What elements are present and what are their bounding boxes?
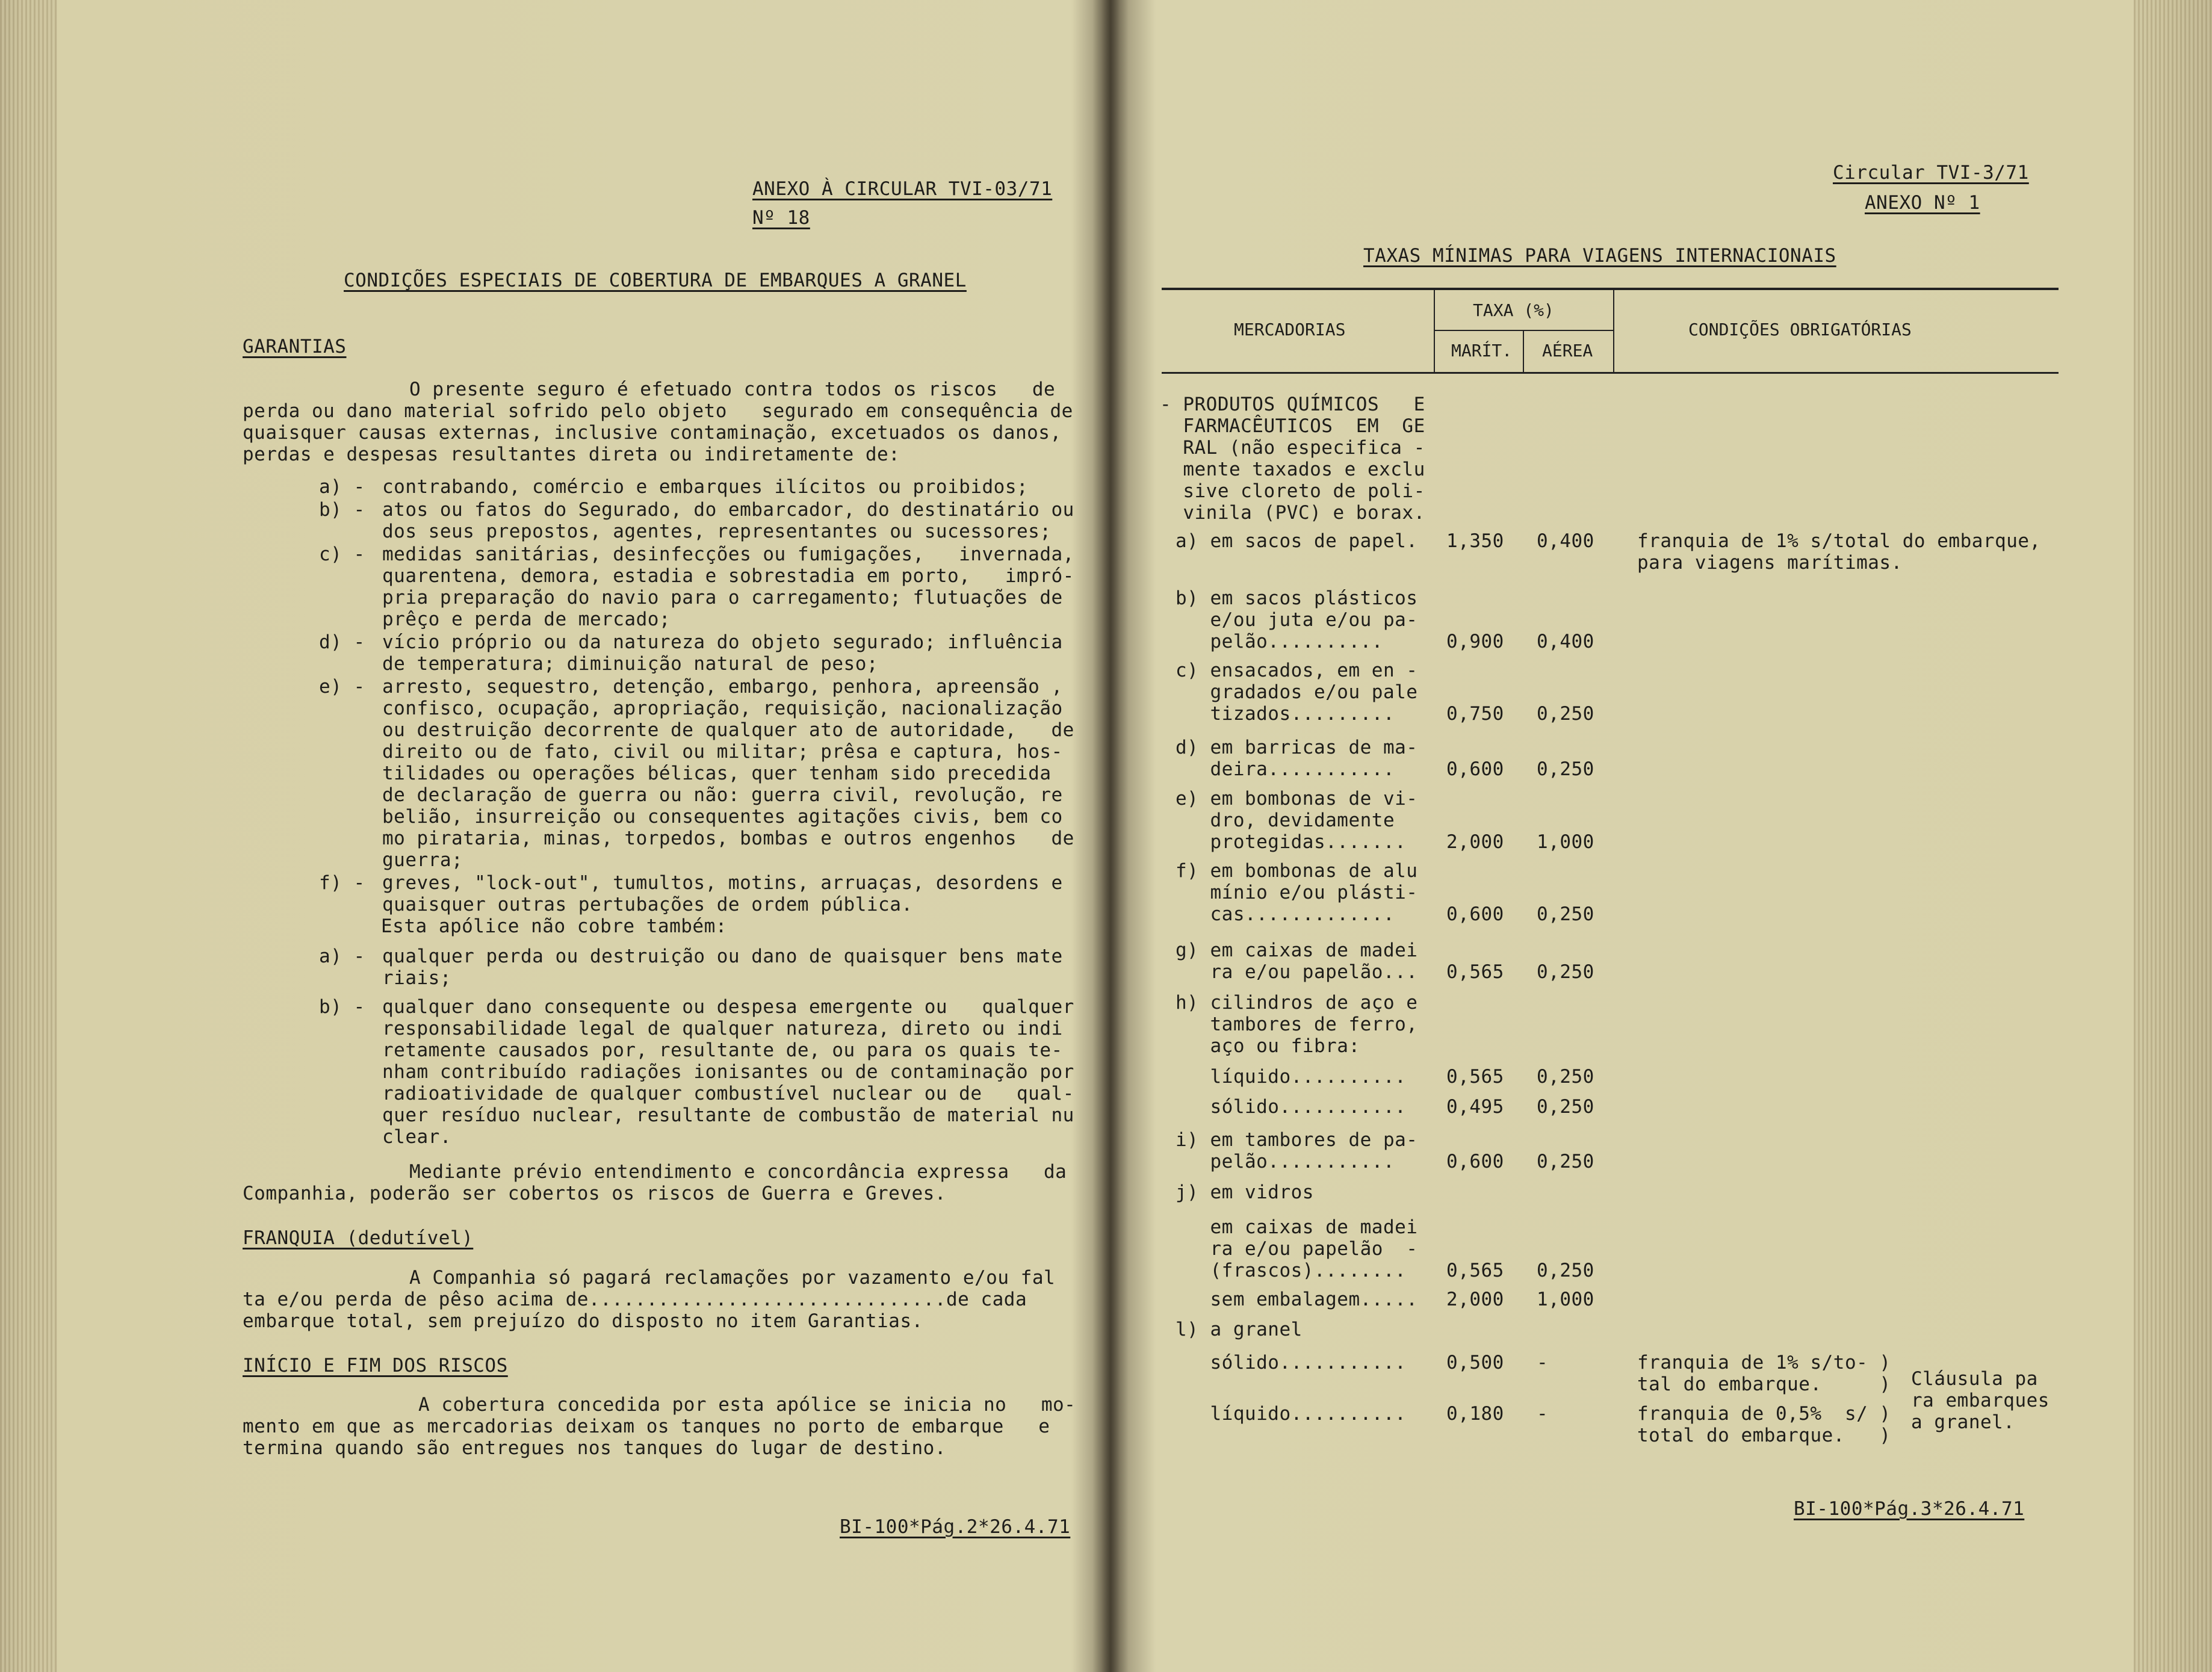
group-title-line: RAL (não especifica - — [1160, 437, 1425, 459]
row-label: g) em caixas de madei — [1176, 940, 1418, 961]
item-label: b) - — [319, 499, 365, 521]
item-label: c) - — [319, 543, 365, 565]
mediante-line: Mediante prévio entendimento e concordância expressa da — [409, 1161, 1067, 1183]
item-text: ou destruição decorrente de qualquer ato de autoridade, de — [382, 719, 1074, 741]
row-label: c) ensacados, em en - — [1176, 660, 1418, 681]
rate-maritime: 2,000 — [1446, 831, 1504, 853]
item-label: b) - — [319, 996, 365, 1018]
franquia-line: A Companhia só pagará reclamações por vazamento e/ou fal — [409, 1267, 1056, 1289]
item-text: guerra; — [382, 849, 463, 871]
row-label: mínio e/ou plásti- — [1176, 882, 1418, 903]
row-label: em caixas de madei — [1176, 1216, 1418, 1238]
mediante-line: Companhia, poderão ser cobertos os riscos de Guerra e Greves. — [243, 1183, 946, 1204]
item-text: dos seus prepostos, agentes, representantes ou sucessores; — [382, 521, 1052, 542]
right-page — [1129, 0, 2134, 1672]
intro-line: O presente seguro é efetuado contra todos os riscos de — [409, 379, 1056, 400]
row-label: e) em bombonas de vi- — [1176, 788, 1418, 810]
rate-air: 0,250 — [1537, 758, 1594, 780]
rate-air: 0,400 — [1537, 631, 1594, 652]
item-text: retamente causados por, resultante de, ou para os quais te- — [382, 1039, 1063, 1061]
right-title: TAXAS MÍNIMAS PARA VIAGENS INTERNACIONAIS — [1363, 245, 1836, 267]
item-text: clear. — [382, 1126, 451, 1148]
intro-line: quaisquer causas externas, inclusive contaminação, excetuados os danos, — [243, 422, 1062, 444]
item-text: confisco, ocupação, apropriação, requisição, nacionalização — [382, 698, 1063, 719]
col-header-aerea: AÉREA — [1542, 341, 1593, 361]
row-label: sólido........... — [1176, 1352, 1407, 1373]
franquia-line: embarque total, sem prejuízo do disposto no item Garantias. — [243, 1310, 923, 1332]
item-text: responsabilidade legal de qualquer natureza, direto ou indi — [382, 1018, 1063, 1039]
row-label: dro, devidamente — [1176, 810, 1395, 831]
clausula-line: ra embarques — [1911, 1390, 2049, 1411]
rate-maritime: 0,565 — [1446, 1260, 1504, 1281]
inicio-line: mento em que as mercadorias deixam os tanques no porto de embarque e — [243, 1416, 1050, 1437]
rate-air: 1,000 — [1537, 1289, 1594, 1310]
row-label: gradados e/ou pale — [1176, 681, 1418, 703]
item-text: contrabando, comércio e embarques ilícitos ou proibidos; — [382, 476, 1029, 498]
item-text: atos ou fatos do Segurado, do embarcador, do destinatário ou — [382, 499, 1074, 521]
group-title-line: sive cloreto de poli- — [1160, 480, 1425, 502]
inicio-line: A cobertura concedida por esta apólice se inicia no mo- — [418, 1394, 1076, 1416]
rate-maritime: 0,600 — [1446, 758, 1504, 780]
rate-maritime: 0,600 — [1446, 903, 1504, 925]
right-header-line2: ANEXO Nº 1 — [1865, 192, 1980, 214]
table-top-rule — [1162, 288, 2059, 290]
row-label: protegidas....... — [1176, 831, 1407, 853]
rate-air: 0,250 — [1537, 961, 1594, 983]
item-text: mo pirataria, minas, torpedos, bombas e outros engenhos de — [382, 828, 1074, 849]
franquia-heading: FRANQUIA (dedutível) — [243, 1227, 474, 1249]
row-label: d) em barricas de ma- — [1176, 737, 1418, 758]
intro-line: perdas e despesas resultantes direta ou indiretamente de: — [243, 444, 900, 465]
rate-air: - — [1537, 1352, 1549, 1373]
row-label: deira........... — [1176, 758, 1395, 780]
row-label: e/ou juta e/ou pa- — [1176, 609, 1418, 631]
also-not-line: Esta apólice não cobre também: — [381, 915, 727, 937]
col-header-taxa: TAXA (%) — [1473, 300, 1554, 320]
left-header-line2: Nº 18 — [752, 207, 810, 229]
item-text: prêço e perda de mercado; — [382, 608, 671, 630]
book-spine — [1092, 0, 1129, 1672]
item-text: vício próprio ou da natureza do objeto segurado; influência — [382, 631, 1063, 653]
item-text: belião, insurreição ou consequentes agitações civis, bem co — [382, 806, 1063, 828]
rate-maritime: 0,600 — [1446, 1151, 1504, 1172]
row-label: f) em bombonas de alu — [1176, 860, 1418, 882]
condition-text: franquia de 0,5% s/ ) — [1637, 1403, 1891, 1425]
left-page — [57, 0, 1092, 1672]
item-label: a) - — [319, 476, 365, 498]
condition-text: franquia de 1% s/to- ) — [1637, 1352, 1891, 1373]
rate-air: 0,250 — [1537, 703, 1594, 725]
row-label: (frascos)........ — [1176, 1260, 1407, 1281]
rate-maritime: 1,350 — [1446, 530, 1504, 552]
item-text: qualquer dano consequente ou despesa emergente ou qualquer — [382, 996, 1074, 1018]
item-text: tilidades ou operações bélicas, quer tenham sido precedida — [382, 763, 1052, 784]
row-label: j) em vidros — [1176, 1181, 1314, 1203]
group-title-line: vinila (PVC) e borax. — [1160, 502, 1425, 524]
row-label: h) cilindros de aço e — [1176, 992, 1418, 1014]
rate-maritime: 0,565 — [1446, 961, 1504, 983]
item-text: quarentena, demora, estadia e sobrestadia em porto, impró- — [382, 565, 1074, 587]
item-label: d) - — [319, 631, 365, 653]
right-footer: BI-100*Pág.3*26.4.71 — [1794, 1498, 2025, 1520]
left-title: CONDIÇÕES ESPECIAIS DE COBERTURA DE EMBARQUES A GRANEL — [344, 270, 967, 291]
item-text: de temperatura; diminuição natural de peso; — [382, 653, 879, 675]
row-label: i) em tambores de pa- — [1176, 1129, 1418, 1151]
rate-air: - — [1537, 1403, 1549, 1425]
franquia-line: ta e/ou perda de pêso acima de...............................de cada — [243, 1289, 1027, 1310]
rate-air: 0,250 — [1537, 1096, 1594, 1118]
left-header-line1: ANEXO À CIRCULAR TVI-03/71 — [752, 178, 1053, 200]
item-text: de declaração de guerra ou não: guerra civil, revolução, re — [382, 784, 1063, 806]
row-label: pelão........... — [1176, 1151, 1395, 1172]
item-label: a) - — [319, 946, 365, 967]
row-label: l) a granel — [1176, 1319, 1303, 1340]
rate-air: 0,400 — [1537, 530, 1594, 552]
item-text: riais; — [382, 967, 451, 989]
table-header-rule — [1162, 372, 2059, 374]
row-label: cas............. — [1176, 903, 1395, 925]
row-label: aço ou fibra: — [1176, 1035, 1360, 1057]
right-page-edges — [2134, 0, 2212, 1672]
row-label: tambores de ferro, — [1176, 1014, 1418, 1035]
row-label: ra e/ou papelão... — [1176, 961, 1418, 983]
rate-maritime: 0,750 — [1446, 703, 1504, 725]
item-text: quer resíduo nuclear, resultante de combustão de material nu — [382, 1104, 1074, 1126]
col-header-marit: MARÍT. — [1451, 341, 1513, 361]
rate-maritime: 0,500 — [1446, 1352, 1504, 1373]
condition-text: total do embarque. ) — [1637, 1425, 1891, 1446]
row-label: sólido........... — [1176, 1096, 1407, 1118]
item-text: quaisquer outras pertubações de ordem pública. — [382, 894, 913, 915]
rate-air: 0,250 — [1537, 903, 1594, 925]
item-text: arresto, sequestro, detenção, embargo, penhora, apreensão , — [382, 676, 1063, 698]
left-footer: BI-100*Pág.2*26.4.71 — [840, 1516, 1071, 1538]
item-text: medidas sanitárias, desinfecções ou fumigações, invernada, — [382, 543, 1074, 565]
right-header-line1: Circular TVI-3/71 — [1833, 162, 2029, 184]
row-label: tizados......... — [1176, 703, 1395, 725]
inicio-heading: INÍCIO E FIM DOS RISCOS — [243, 1355, 508, 1376]
col-header-condicoes: CONDIÇÕES OBRIGATÓRIAS — [1688, 320, 1912, 339]
row-label: líquido.......... — [1176, 1403, 1407, 1425]
rate-air: 0,250 — [1537, 1260, 1594, 1281]
row-label: líquido.......... — [1176, 1066, 1407, 1088]
rate-maritime: 0,565 — [1446, 1066, 1504, 1088]
item-text: direito ou de fato, civil ou militar; prêsa e captura, hos- — [382, 741, 1063, 763]
clausula-line: Cláusula pa — [1911, 1368, 2038, 1390]
row-label: pelão.......... — [1176, 631, 1383, 652]
row-label: b) em sacos plásticos — [1176, 587, 1418, 609]
row-label: ra e/ou papelão - — [1176, 1238, 1418, 1260]
item-label: e) - — [319, 676, 365, 698]
condition-text: tal do embarque. ) — [1637, 1373, 1891, 1395]
rate-maritime: 0,900 — [1446, 631, 1504, 652]
row-label: sem embalagem..... — [1176, 1289, 1418, 1310]
rate-air: 0,250 — [1537, 1151, 1594, 1172]
group-title-line: FARMACÊUTICOS EM GE — [1160, 415, 1425, 437]
group-title-line: mente taxados e exclu — [1160, 459, 1425, 480]
col-header-mercadorias: MERCADORIAS — [1234, 320, 1346, 339]
col-divider — [1523, 330, 1524, 372]
rate-maritime: 2,000 — [1446, 1289, 1504, 1310]
rate-maritime: 0,180 — [1446, 1403, 1504, 1425]
item-text: radioatividade de qualquer combustível nuclear ou de qual- — [382, 1083, 1074, 1104]
rate-maritime: 0,495 — [1446, 1096, 1504, 1118]
condition-text: franquia de 1% s/total do embarque, — [1637, 530, 2041, 552]
group-title-line: - PRODUTOS QUÍMICOS E — [1160, 394, 1425, 415]
item-text: greves, "lock-out", tumultos, motins, arruaças, desordens e — [382, 872, 1063, 894]
row-label: a) em sacos de papel. — [1176, 530, 1418, 552]
item-text: nham contribuído radiações ionisantes ou de contaminação por — [382, 1061, 1074, 1083]
garantias-heading: GARANTIAS — [243, 336, 347, 358]
item-label: f) - — [319, 872, 365, 894]
intro-line: perda ou dano material sofrido pelo objeto segurado em consequência de — [243, 400, 1073, 422]
rate-air: 0,250 — [1537, 1066, 1594, 1088]
left-page-edges — [0, 0, 57, 1672]
clausula-line: a granel. — [1911, 1411, 2015, 1433]
item-text: pria preparação do navio para o carregamento; flutuações de — [382, 587, 1063, 608]
col-divider — [1613, 288, 1614, 372]
inicio-line: termina quando são entregues nos tanques do lugar de destino. — [243, 1437, 946, 1459]
item-text: qualquer perda ou destruição ou dano de quaisquer bens mate — [382, 946, 1063, 967]
condition-text: para viagens marítimas. — [1637, 552, 1903, 574]
rate-air: 1,000 — [1537, 831, 1594, 853]
